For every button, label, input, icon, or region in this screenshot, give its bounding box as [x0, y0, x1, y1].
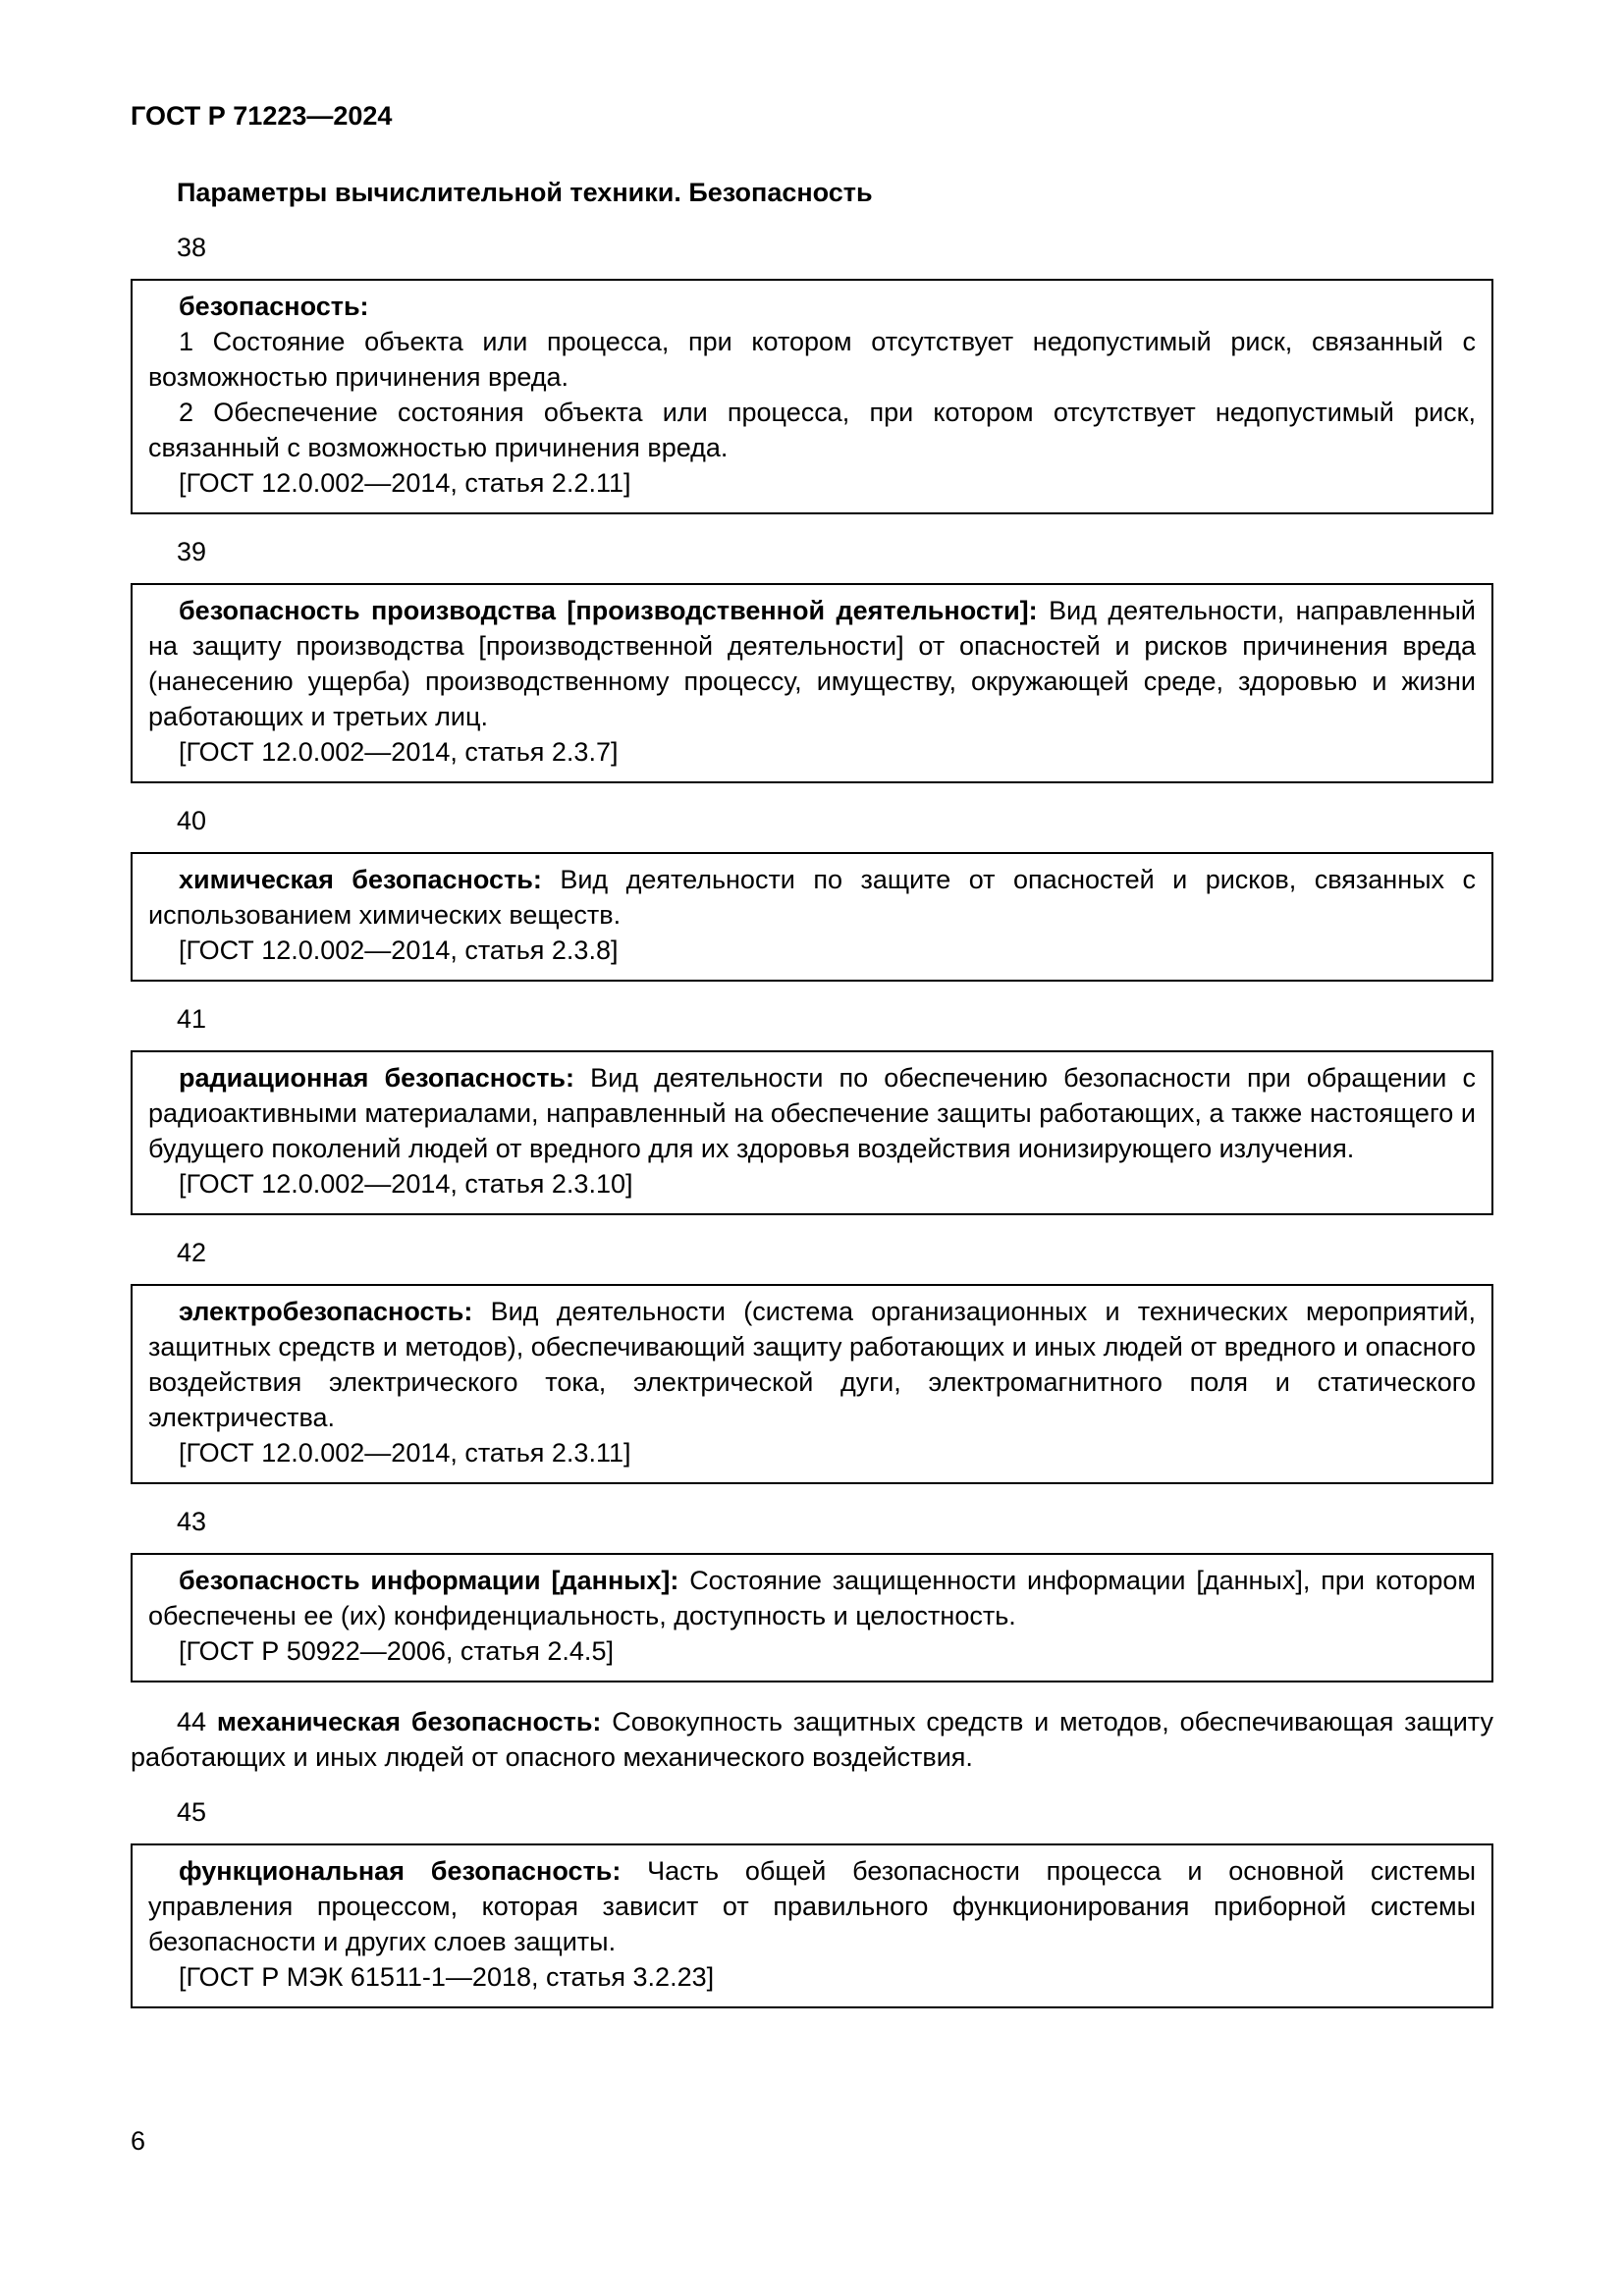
source-reference: [ГОСТ Р 50922—2006, статья 2.4.5]: [179, 1636, 614, 1666]
definition-paragraph: 2 Обеспечение состояния объекта или процесса, при котором отсутствует недопустимый риск, связанный с возможностью причинения вреда.: [148, 398, 1476, 462]
source-reference: [ГОСТ Р МЭК 61511-1—2018, статья 3.2.23]: [179, 1962, 715, 1992]
definition-paragraph: [148, 862, 1476, 933]
definition-box: [131, 583, 1493, 783]
term-text: радиационная безопасность:: [179, 1063, 575, 1093]
source-reference: [ГОСТ 12.0.002—2014, статья 2.2.11]: [179, 468, 631, 498]
definition-text: Вид деятельности, направленный на защиту производства [производственной деятельности] от опасностей и рисков причинения вреда (нанесению ущерба) производственному процессу, имуществу, окружающей среде, здоровью и жизни работающих и третьих лиц.: [148, 596, 1476, 731]
entry-number: 41: [177, 1004, 207, 1034]
definition-text: Состояние защищенности информации [данных], при котором обеспечены ее (их) конфиденциальность, доступность и целостность.: [148, 1566, 1476, 1630]
term-text: механическая безопасность:: [216, 1707, 602, 1736]
definition-box: [131, 852, 1493, 982]
definition-text: Вид деятельности по обеспечению безопасности при обращении с радиоактивными материалами, направленный на обеспечение защиты работающих, а также настоящего и будущего поколений людей от вредного для их здоровья воздействия ионизирующего излучения.: [148, 1063, 1476, 1163]
term-entry-38: [131, 230, 1493, 514]
entry-number: 43: [177, 1507, 207, 1536]
definition-paragraph: [148, 593, 1476, 734]
term-entry-39: [131, 534, 1493, 783]
definition-paragraph: [148, 1060, 1476, 1166]
term-text: электробезопасность:: [179, 1297, 473, 1326]
doc-code: ГОСТ Р 71223—2024: [131, 101, 393, 131]
definition-text: Совокупность защитных средств и методов, обеспечивающая защиту работающих и иных людей от опасного механического воздействия.: [131, 1707, 1493, 1772]
definition-box: [131, 279, 1493, 514]
entry-number: 45: [177, 1797, 207, 1827]
definition-box: [131, 1843, 1493, 2008]
definition-box: [131, 1553, 1493, 1682]
term-entry-42: [131, 1235, 1493, 1484]
term-text: безопасность:: [179, 292, 369, 321]
term-entry-45: [131, 1794, 1493, 2008]
definition-text: Вид деятельности (система организационных и технических мероприятий, защитных средств и методов), обеспечивающий защиту работающих и иных людей от вредного и опасного воздействия электрического тока, электрической дуги, электромагнитного поля и статического электричества.: [148, 1297, 1476, 1432]
definition-paragraph: [148, 1853, 1476, 1959]
source-reference: [ГОСТ 12.0.002—2014, статья 2.3.7]: [179, 737, 619, 767]
entry-number: 40: [177, 806, 207, 835]
term-entry-41: [131, 1001, 1493, 1215]
source-reference: [ГОСТ 12.0.002—2014, статья 2.3.10]: [179, 1169, 633, 1199]
definition-text: Часть общей безопасности процесса и основной системы управления процессом, которая зависит от правильного функционирования приборной системы безопасности и других слоев защиты.: [148, 1856, 1476, 1956]
term-text: безопасность производства [производственной деятельности]:: [179, 596, 1038, 625]
definition-box: [131, 1050, 1493, 1215]
source-reference: [ГОСТ 12.0.002—2014, статья 2.3.11]: [179, 1438, 631, 1468]
entry-number: 44: [177, 1707, 207, 1736]
term-entry-40: [131, 803, 1493, 982]
definition-paragraph: [131, 1704, 1493, 1775]
term-entry-43: [131, 1504, 1493, 1682]
entry-number: 42: [177, 1238, 207, 1267]
term-text: безопасность информации [данных]:: [179, 1566, 679, 1595]
source-reference: [ГОСТ 12.0.002—2014, статья 2.3.8]: [179, 935, 619, 965]
definition-paragraph: 1 Состояние объекта или процесса, при котором отсутствует недопустимый риск, связанный с возможностью причинения вреда.: [148, 327, 1476, 392]
entry-number: 39: [177, 537, 207, 566]
definition-box: [131, 1284, 1493, 1484]
term-text: химическая безопасность:: [179, 865, 542, 894]
term-text: функциональная безопасность:: [179, 1856, 622, 1886]
entry-number: 38: [177, 233, 207, 262]
definition-paragraph: [148, 289, 1476, 324]
definition-text: Вид деятельности по защите от опасностей и рисков, связанных с использованием химических веществ.: [148, 865, 1476, 930]
term-entry-44: [131, 1704, 1493, 1775]
definition-paragraph: [148, 1294, 1476, 1435]
section-title: Параметры вычислительной техники. Безопасность: [177, 178, 873, 207]
definition-paragraph: [148, 1563, 1476, 1633]
page-number: 6: [131, 2126, 146, 2156]
